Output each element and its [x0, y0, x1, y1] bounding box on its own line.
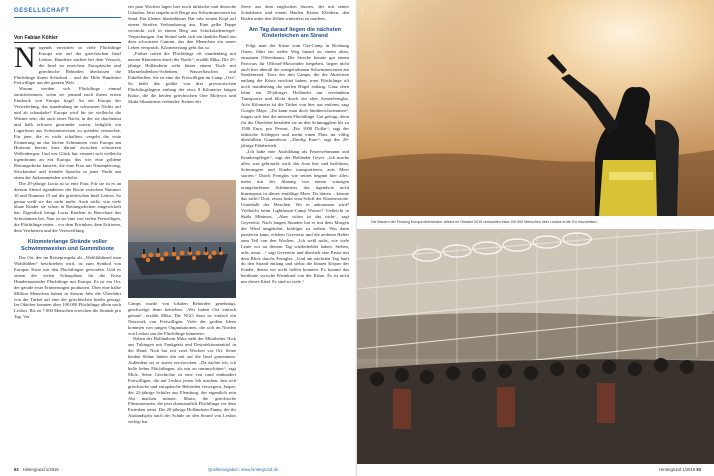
section-label: GESELLSCHAFT — [14, 8, 70, 14]
lead-paragraph: Nirgends erreichen so viele Flüchtlinge Europa wie auf der griechischen Insel Lesbos. Hunderte starben bei dem Versuch, die Insel zu erreichen. Europäische und griechische Behörden überlassen die Flüchtlinge ihrem Schicksal – und der Hilfe Hunderter Freiwilliger aus der ganzen Welt. — [14, 41, 121, 86]
photo-caption: Die Mauern der Festung Europa überwinden: Alleine im Oktober 2015 versuchten etwa 100 000 Menschen über Lesbos in die EU einzureisen. — [371, 220, 598, 224]
paragraph: Die 29-jährige Lucia ist so eine Frau. Für sie ist es an diesem Abend irgendeines der Boote zwischen Nummer 10 und Nummer 15 auf der griechischen Insel Lesbos. So genau weiß sie das nicht mehr. Auch nicht, wie viele blaue Kinder sie schon in Rettungsdecken eingewickelt hat. Eigentlich bringt Lucia Kindern in Barcelona das Schwimmen bei. Nun ist sie eine von vielen Freiwilligen, die Flüchtlinge retten – vor dem Ertrinken, dem Erfrieren, dem Verdursten und der Verzweiflung. — [14, 180, 121, 234]
footer-publication: Hintergrund 1/2016 — [659, 467, 696, 472]
paragraph: Steve aus dem englischen Sussex, der mit seiner Schubkarre und einem Haufen Kisten Kleidern, den Boden unter den Zelten winterfest zu machen. — [241, 4, 349, 21]
section-rule — [14, 17, 121, 18]
paragraph: Camps wurde von lokalen Behörden genehmigt, geschweige denn betrieben. „Wir haben Oxi einfach gebaut“, erzählt Mika. Die NGO dazu ist einfach ein Netzwerk von Freiwilligen. Viele der großen Ideen kommen von jungen Organisationen, die sich im Norden von Lesbos um die Flüchtlinge kümmern. — [128, 301, 236, 336]
article-column-2 — [128, 4, 236, 104]
paragraph: Der Ort, der im Reiseprospekt als „Wohlfühlinsel man Wohlfühlen“ beschrieben wird, ist zum Symbol von Europas Krise mit den Flüchtlingen geworden. Und es einem der vielen Schauplätze für die Krise Hundertausender Flüchtlinge mit Europa. Es ist ein Ort, der gerade erste Erinnerungen produziert. Über eine halbe Million Menschen haben in diesem Jahr die Überfahrt von der Türkei auf eine der griechischen Inseln gewagt. Im Oktober konnten über 100.000 Flüchtlinge allein nach Lesbos. Bis zu 7.000 Menschen erreichen die Strände pro Tag. Vor — [14, 255, 121, 320]
fence-photo — [357, 229, 714, 464]
fence-photo-image — [357, 229, 714, 464]
photo-credit: Foto: dpa — [360, 6, 364, 19]
drop-cap: N — [14, 41, 36, 74]
paragraph: ein paar Wochen lagen hier noch türkische und deutsche Urlauber. Jetzt stapeln sich Berge aus Schwimmwesten im Sand. Ein kleiner blaubeblauer Bär ruht seinen Kopf auf einem Streifen Verbandszeug aus. Eine gelbe Puppe versteckt sich in einem Berg aus Schokoladenriegel-Verpackungen. Am Strand sieht sich ein dunkles Band aus dem schwarzen Gummi, das den Menschen ein neues Leben versprach. Kilometerlang geht das so. — [128, 4, 236, 51]
author-byline: Von Fabian Köhler — [14, 35, 58, 41]
footer-left — [14, 467, 59, 472]
paragraph: „Ich habe eine Ausbildung als Feuerwehrmann und Krankenpfleger“, sagt der Holländer Geyer. „Ich mache alles, was gebraucht wird: das Auto hin- und herfahren, Schwangere und Kinder transportieren, aufs Meer starren.“ Durch Fernglas wie seines begann hier alles: meist mit der Ahnung von einem winzigen orangefarbenen Schimmern, das irgendwie nicht hineinpasst in dieses einfältige Meer. Da hinten – könnte das nicht? Dort, etwas links vom Schiff der Küstenwache. Unterhalb der Meschen. Wo es ankommen wird? Vielleicht beim Lighthouse-Camp Wasser? Vielleicht in Skála Mínimos. „Aber sicher ist das nicht“, sagt Geyeretto. Nach langen Stunden hat er mit dem Morgen der Wind umgekehrt, kräftiger zu wehen. Was dann passieren kann, erleben Geyeretto und die anderen Helfer zum Teil von den Wochen. „Ich weiß nicht, wie viele Leute wir an diesem Tag wiederbelebt haben. Sieben, acht, neun ...“ sagt Geyeretto und überfielt eine Pause mit dem Blick durchs Fernglas. „Und am nächsten Tag lauft du den Strand entlang und siehst die blauen Körper der Kinder, denen wir nicht helfen konnten. Es kommt das berühmte syrische Kleinkind von der Küste. Es ist nicht nur dieses Kind. Es sind so viele.“ — [241, 149, 349, 285]
footer-publication: Hintergrund 1/2016 — [22, 467, 59, 472]
boat-photo — [128, 180, 236, 298]
boat-photo-image — [128, 180, 236, 298]
page-number: 83 — [696, 467, 701, 472]
article-column-2-lower — [128, 301, 236, 425]
footer-right — [659, 467, 704, 472]
footer-source-link[interactable]: Quellenangaben: www.hintergrund.de — [208, 467, 279, 472]
paragraph: Folgt man der Küste vom Oxi-Camp in Richtung Osten, führt ein steiler Weg hinauf zu einem alten, einsamen Olivenbaum. Die Strecke könnte gut einem Parcours für Offroad-Motorräder hergeben, liegen nicht auch hier überall die orangefarbenen Schwimmwesten am Straßenrand. Trotz der drei Camps, die die Aktivisten entlang der Küste errichtet haben, irren Flüchtlinge oft noch stundenlang die steilen Hügel entlang. Ganz oben lehnt ein 29-jähriger Holländer am verstaubten Transporter und blickt durch ein altes Armeefernglas. Acht Kilometer ist die Türkei von hier aus entfernt, sagt Google Maps. „Da kann man doch hinüberschwimmen“, fragen sich hier die meisten Flüchtlinge. Gut gefragt, denn für die Überfahrt bezahlen sie an den Schmugglern bis zu 1500 Euro, pro Person. „Für 1000 Dollar“, sagt der türkische Schlepper und meint einen Platz im völlig überfüllten Gummiboot. „Dreifig Euro“, sagt der 29-jährige Fährbetrieb. — [241, 42, 349, 149]
article-column-3 — [241, 4, 349, 285]
paragraph: „Früher trafen die Flüchtlinge oft stundenlang mit nassen Klamotten durch die Nacht“, erzählt Mika. Die 25-jährige Holländerin steht hinter einem Tisch mit Marmeladenbrot-Scheiben, Wasserflaschen und Fukelbrillen. Sie ist eine der Freiwilligen im Camp „Oxi“. So heißt das größte von drei provisorischen Flüchtlingslagern entlang der etwa 8 Kilometer langen Küste, die die beiden griechischen Orte Molyvos und Skala Sikamineas verbindet. Keines der — [128, 51, 236, 104]
page-number: 82 — [14, 467, 19, 472]
subheading: Kilometerlange Strände voller Schwimmwesten und Gummiboote — [21, 239, 114, 252]
paragraph: Warum werden sich Flüchtlinge einmal zurückerinnern, wenn sie jemand nach ihrem ersten Eindruck von Europa fragt? An ein Europa der Verweifelung, das stundenlang im schwarzen Nichts auf und ab schaukelte? Europa wird für sie vielleicht die Wärme sein, die auch einer Nacht, in der sie durchnässt und halb erfroren gestrandet waren, lediglich ein Lagerfeuer aus Schwimmwesten zu spenden vermochte. Für jene, die es nicht schafften, vergeht die erste Erinnerung an das leichte Schimmern vom Europa am Horizont bereits kurz darauf zwischen schwarzen Wellenbergen. Und wer Glück hat, erinnert sich vielleicht irgendwann an ein Europa, das wie eine goldene Rettungsdecke knistert, die eine Frau mit Nasenpiercing, Strickmütze und fremder Sprache in jener Nacht um einen der Ankommenden wickelte. — [14, 86, 121, 180]
rescue-photo — [357, 0, 714, 216]
paragraph: Neben der Holländerin Mika steht der Mitarbeiter Nick aus Tübingen mit Funkgerät und Desinfektionsmittel in der Hand. Nick hat seit zwei Wochen vor Ort. Seine beiden Söhne hätten ihn mit auf die Insel genommen. Außerdem sei er zuerst erschrocken. „Da dachte ich, ich helfe lieber Flüchtlingen, als nur zu rummschitten“, sagt Mick. Seine Geschichte ist eine von rund einhundert Freiwilligen, die auf Lesbos jenen Job machen, den sich griechische und europäische Behörden verwegern. Jasper, der 22-jährige Schüler aus Flensburg, der eigentlich sein Abi machen müsste. Maria, die griechische Filmestreuerin, die jetzt ehrenamtlich Flüchtlinge vor dem Ertrinken rettet. Die 20-jährige Holländerin Fanny, die ihr Auslandsjahr nach der Schule an den Strand von Lesbos verlegt hat. — [128, 336, 236, 425]
rescue-photo-image — [357, 0, 714, 216]
subheading: Am Tag darauf liegen die nächsten Kinderleichen am Strand — [248, 26, 342, 40]
article-column-1 — [14, 41, 121, 320]
right-page — [357, 0, 714, 476]
